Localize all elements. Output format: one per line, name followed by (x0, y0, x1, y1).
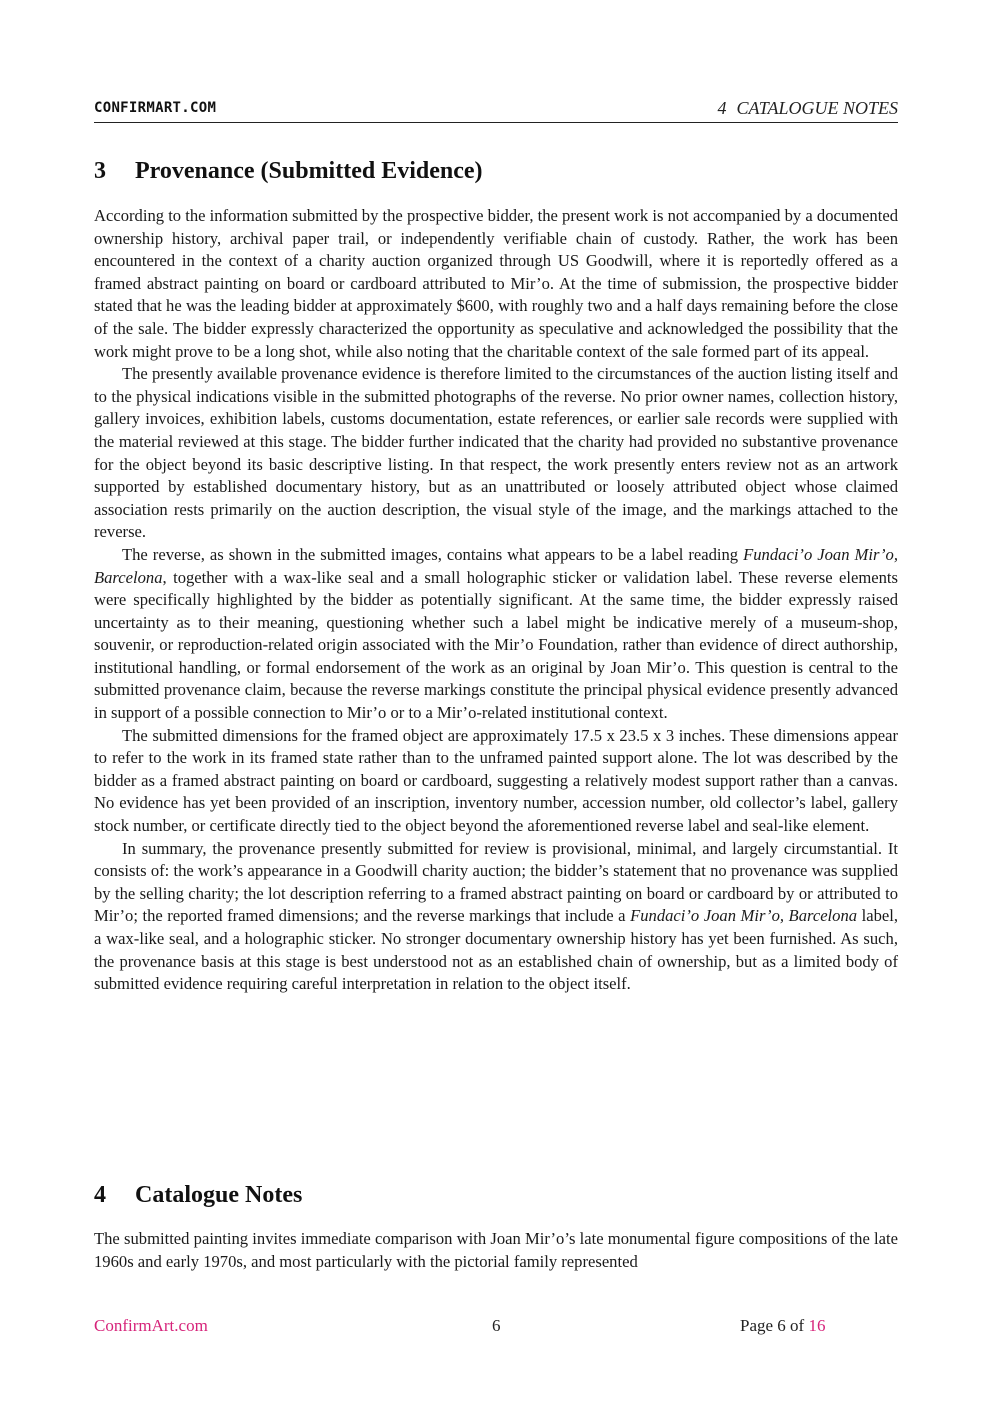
section-3-title: Provenance (Submitted Evidence) (135, 158, 483, 184)
provenance-paragraph-5 (94, 838, 898, 996)
footer-page-label: Page 6 of (740, 1316, 805, 1335)
page-footer (94, 1316, 898, 1338)
paragraph-5-text-before: In summary, the provenance presently submitted for review is provisional, minimal, and largely circumstantial. It consists of: the work’s appearance in a Goodwill charity auction; the bidder’s statement that no provenance was supplied by the selling charity; the lot description referring to a framed abstract painting on board or cardboard by or attributed to Mir’o; the reported framed dimensions; and the reverse markings that include a (94, 838, 898, 926)
section-4-heading (94, 1182, 302, 1209)
paragraph-5-label-italic: Fundaci’o Joan Mir’o, Barcelona (630, 906, 858, 926)
footer-total-pages-link[interactable]: 16 (808, 1316, 826, 1335)
section-4-title: Catalogue Notes (135, 1182, 303, 1208)
footer-page-of (740, 1316, 825, 1336)
header-section (717, 98, 898, 119)
header-logo[interactable]: CONFIRMART.COM (94, 100, 217, 116)
section-3-number: 3 (94, 158, 106, 184)
provenance-paragraph-4: The submitted dimensions for the framed object are approximately 17.5 x 23.5 x 3 inches. These dimensions appear to refer to the work in its framed state rather than to the unframed painted support alone. The lot was described by the bidder as a framed abstract painting on board or cardboard, suggesting a relatively modest support rather than a canvas. No evidence has yet been provided of an inscription, inventory number, accession number, old collector’s label, gallery stock number, or certificate directly tied to the object beyond the aforementioned reverse label and seal-like element. (94, 725, 898, 836)
footer-site-link[interactable]: ConfirmArt.com (94, 1316, 208, 1335)
section-3-heading (94, 158, 483, 185)
paragraph-3-text-after: , together with a wax-like seal and a small holographic sticker or validation label. These reverse elements were specifically highlighted by the bidder as potentially significant. At the same time, the bidder expressly raised uncertainty as to their meaning, questioning whether such a label might be indicative merely of a museum-shop, souvenir, or reproduction-related origin associated with the Mir’o Foundation, rather than evidence of direct authorship, institutional handling, or formal endorsement of the work as an original by Joan Mir’o. This question is central to the submitted provenance claim, because the reverse markings constitute the principal physical evidence presently advanced in support of a possible connection to Mir’o or to a Mir’o-related institutional context. (94, 567, 898, 723)
header-section-title: CATALOGUE NOTES (736, 98, 898, 118)
provenance-paragraph-3 (94, 544, 898, 725)
section-4-body (94, 1228, 898, 1273)
paragraph-3-label-italic: Fundaci’o Joan Mir’o, Barcelona (94, 544, 899, 587)
provenance-paragraph-2: The presently available provenance evidence is therefore limited to the circumstances of the auction listing itself and to the physical indications visible in the submitted photographs of the reverse. No prior owner names, collection history, gallery invoices, exhibition labels, customs documentation, estate references, or earlier sale records were supplied with the material reviewed at this stage. The bidder further indicated that the charity had provided no substantive provenance for the object beyond its basic descriptive listing. In that respect, the work presently enters review not as an artwork supported by established documentary history, but as an unattributed or loosely attributed object whose claimed association rests primarily on the auction description, the visual style of the image, and the markings attached to the reverse. (94, 364, 898, 542)
catalogue-notes-paragraph-1: The submitted painting invites immediate comparison with Joan Mir’o’s late monumental figure compositions of the late 1960s and early 1970s, and most particularly with the pictorial family represented (94, 1229, 898, 1271)
section-4-number: 4 (94, 1182, 106, 1208)
running-header (94, 98, 898, 123)
section-3-body (94, 205, 898, 996)
provenance-paragraph-1: According to the information submitted by the prospective bidder, the present work is not accompanied by a documented ownership history, archival paper trail, or independently verifiable chain of custody. Rather, the work has been encountered in the context of a charity auction organized through US Goodwill, where it is reportedly offered as a framed abstract painting on board or cardboard attributed to Mir’o. At the time of submission, the prospective bidder stated that he was the leading bidder at approximately $600, with roughly two and a half days remaining before the close of the sale. The bidder expressly characterized the opportunity as speculative and acknowledged the possibility that the work might prove to be a long shot, while also noting that the charitable context of the sale formed part of its appeal. (94, 206, 898, 361)
paragraph-5-text-after: label, a wax-like seal, and a holographic sticker. No stronger documentary ownership history has yet been furnished. As such, the provenance basis at this stage is best understood not as an established chain of ownership, but as a limited body of submitted evidence requiring careful interpretation in relation to the object itself. (94, 906, 898, 994)
footer-page-number: 6 (492, 1316, 501, 1335)
paragraph-3-text-before: The reverse, as shown in the submitted images, contains what appears to be a label reading (122, 544, 744, 564)
header-section-number: 4 (717, 98, 727, 118)
